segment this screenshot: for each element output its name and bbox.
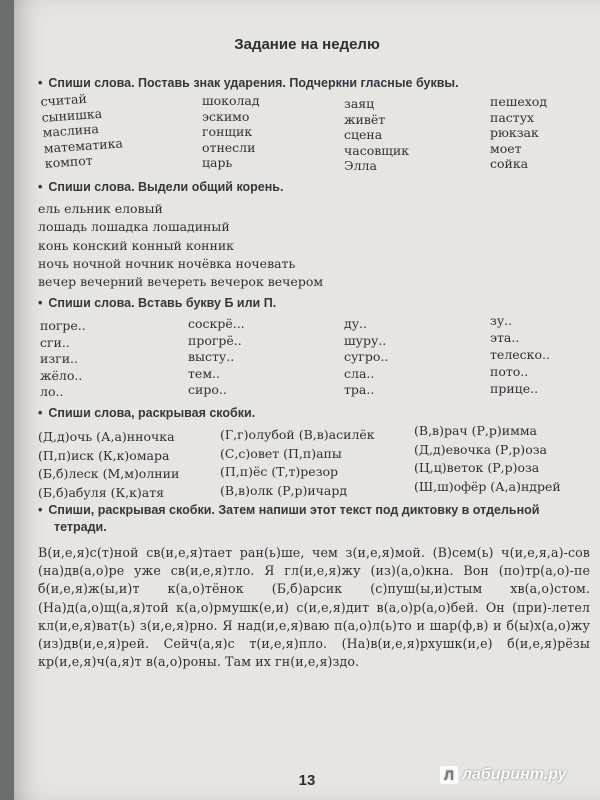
word: тем.. bbox=[188, 365, 220, 381]
section1-instruction-text: Спиши слова. Поставь знак ударения. Подчеркни гласные буквы. bbox=[48, 76, 459, 90]
word: заяц bbox=[344, 96, 375, 111]
word: Элла bbox=[344, 158, 377, 173]
word-pair: (Б,б)леск (М,м)олнии bbox=[38, 466, 180, 481]
word: зу.. bbox=[490, 313, 513, 328]
word: математика bbox=[43, 134, 124, 156]
section4-col1 bbox=[38, 428, 179, 502]
word: прице.. bbox=[490, 381, 539, 396]
bullet: • bbox=[38, 76, 43, 90]
section1-instruction bbox=[38, 76, 459, 90]
word-line: вечер вечерний вечереть вечерок вечером bbox=[38, 274, 324, 290]
section3-instruction-text: Спиши слова. Вставь букву Б или П. bbox=[48, 296, 277, 310]
section4-col3 bbox=[414, 422, 561, 496]
word-line: ночь ночной ночник ночёвка ночевать bbox=[38, 255, 296, 271]
section3-instruction bbox=[38, 296, 276, 310]
word-pair: (Ш,ш)офёр (А,а)ндрей bbox=[414, 478, 561, 494]
word-pair: (Д,д)очь (А,а)нночка bbox=[38, 429, 175, 444]
word: моет bbox=[490, 140, 522, 156]
word: сцена bbox=[344, 127, 383, 142]
word-pair: (П,п)ёс (Т,т)резор bbox=[220, 464, 339, 479]
word-pair: (В,в)рач (Р,р)имма bbox=[414, 423, 538, 438]
section4-instruction bbox=[38, 406, 255, 420]
word: пото.. bbox=[490, 364, 529, 379]
dictation-text: В(и,е,я)с(т)ной св(и,е,я)тает ран(ь)ше, чем з(и,е,я)мой. (В)сем(ь) ч(и,е,я,а)-сов (на)дв(а,о)ре уже св(и,е,я)тло. Я гл(и,е,я)жу (из)(а,о)кна. Вон (по)тр(а,о)-пе б(и,е,я)ж(ы,и)т к(а,о)тёнок (Б,б)арсик (с)пуш(ы,и)стым хв(а,о)стом. (На)д(а,о)щ(а,я)той к(а,о)рмушк(е,и) с(и,е,я)дит в(а,о)р(а,о)бей. Он (при)-летел кл(и,е,я)ват(ь) з(и,е,я)рно. Я над(и,е,я)ваю п(а,о)л(ь)то и шар(ф,в) и б(ы)х(а,о)жу (из)дв(и,е,я)рей. Сейч(а,я)с т(и,е,я)пло. (На)в(и,е,я)рхушк(и,е) б(и,е,я)рёзы кр(и,е,я)ч(а,я)т в(а,о)роны. Там их гн(и,е,я)здо. bbox=[38, 545, 590, 670]
word: погре.. bbox=[40, 318, 86, 333]
section5-instruction bbox=[38, 502, 598, 536]
word: эскимо bbox=[202, 108, 250, 124]
section1-col2 bbox=[202, 93, 260, 171]
watermark-text: лабиринт.ру bbox=[462, 766, 567, 783]
page-number: 13 bbox=[298, 772, 316, 789]
section5-instruction-line1: Спиши, раскрывая скобки. Затем напиши этот текст под диктовку в отдельной bbox=[48, 503, 540, 517]
word: рюкзак bbox=[490, 125, 539, 140]
bullet: • bbox=[38, 503, 43, 517]
word-pair: (П,п)иск (К,к)омара bbox=[38, 447, 170, 463]
watermark-logo-icon: Л bbox=[440, 766, 458, 784]
section4-col2 bbox=[220, 426, 375, 500]
word: сиро.. bbox=[188, 382, 227, 397]
section5-instruction-line2: тетради. bbox=[54, 520, 107, 534]
word-pair: (С,с)овет (П,п)апы bbox=[220, 445, 342, 461]
word: изги.. bbox=[40, 351, 78, 366]
word: часовщик bbox=[344, 142, 410, 158]
word: ло.. bbox=[40, 384, 64, 399]
word: эта.. bbox=[490, 330, 520, 345]
section2-lines bbox=[38, 200, 323, 291]
word: телеско.. bbox=[490, 347, 550, 362]
word: шуру.. bbox=[344, 332, 387, 348]
word: ду.. bbox=[344, 316, 367, 331]
section3-col3 bbox=[344, 316, 388, 399]
word-pair: (Ц,ц)веток (Р,р)оза bbox=[414, 460, 540, 475]
word-pair: (Б,б)абуля (К,к)атя bbox=[38, 484, 165, 500]
section2-instruction bbox=[38, 180, 283, 194]
page-title: Задание на неделю bbox=[234, 36, 380, 53]
word-line: конь конский конный конник bbox=[38, 237, 234, 253]
word: тра.. bbox=[344, 382, 375, 397]
word-pair: (Д,д)евочка (Р,р)оза bbox=[414, 441, 547, 457]
word: прогрё.. bbox=[188, 332, 242, 348]
section3-col1 bbox=[40, 318, 86, 401]
word: соскрё... bbox=[188, 316, 245, 331]
bullet: • bbox=[38, 296, 43, 310]
word: пастух bbox=[490, 109, 535, 125]
section1-col4 bbox=[490, 94, 547, 172]
word: царь bbox=[202, 155, 233, 170]
book-page bbox=[14, 0, 600, 800]
word: компот bbox=[44, 152, 94, 171]
section4-instruction-text: Спиши слова, раскрывая скобки. bbox=[48, 406, 256, 420]
word: высту.. bbox=[188, 349, 235, 364]
section3-col4 bbox=[490, 312, 550, 397]
section1-col3 bbox=[344, 96, 409, 174]
word-line: лошадь лошадка лошадиный bbox=[38, 219, 230, 235]
word: сги.. bbox=[40, 334, 70, 350]
bullet: • bbox=[38, 406, 43, 420]
word: маслина bbox=[42, 121, 100, 140]
word-pair: (Г,г)олубой (В,в)асилёк bbox=[220, 427, 375, 442]
word: считай bbox=[40, 90, 88, 109]
word: сынишка bbox=[41, 105, 103, 125]
section2-instruction-text: Спиши слова. Выдели общий корень. bbox=[48, 180, 284, 194]
word: гонщик bbox=[202, 124, 253, 139]
word: сойка bbox=[490, 156, 529, 171]
word: пешеход bbox=[490, 94, 548, 109]
word: отнесли bbox=[202, 139, 256, 155]
bullet: • bbox=[38, 180, 43, 194]
word: живёт bbox=[344, 111, 386, 127]
section1-col1 bbox=[40, 88, 124, 171]
word-line: ель ельник еловый bbox=[38, 201, 163, 216]
word: сла.. bbox=[344, 365, 375, 381]
word: сугро.. bbox=[344, 349, 389, 364]
watermark bbox=[440, 766, 566, 784]
word: шоколад bbox=[202, 93, 260, 108]
word: жёло.. bbox=[40, 367, 83, 383]
word-pair: (В,в)олк (Р,р)ичард bbox=[220, 482, 348, 498]
section3-col2 bbox=[188, 316, 245, 399]
